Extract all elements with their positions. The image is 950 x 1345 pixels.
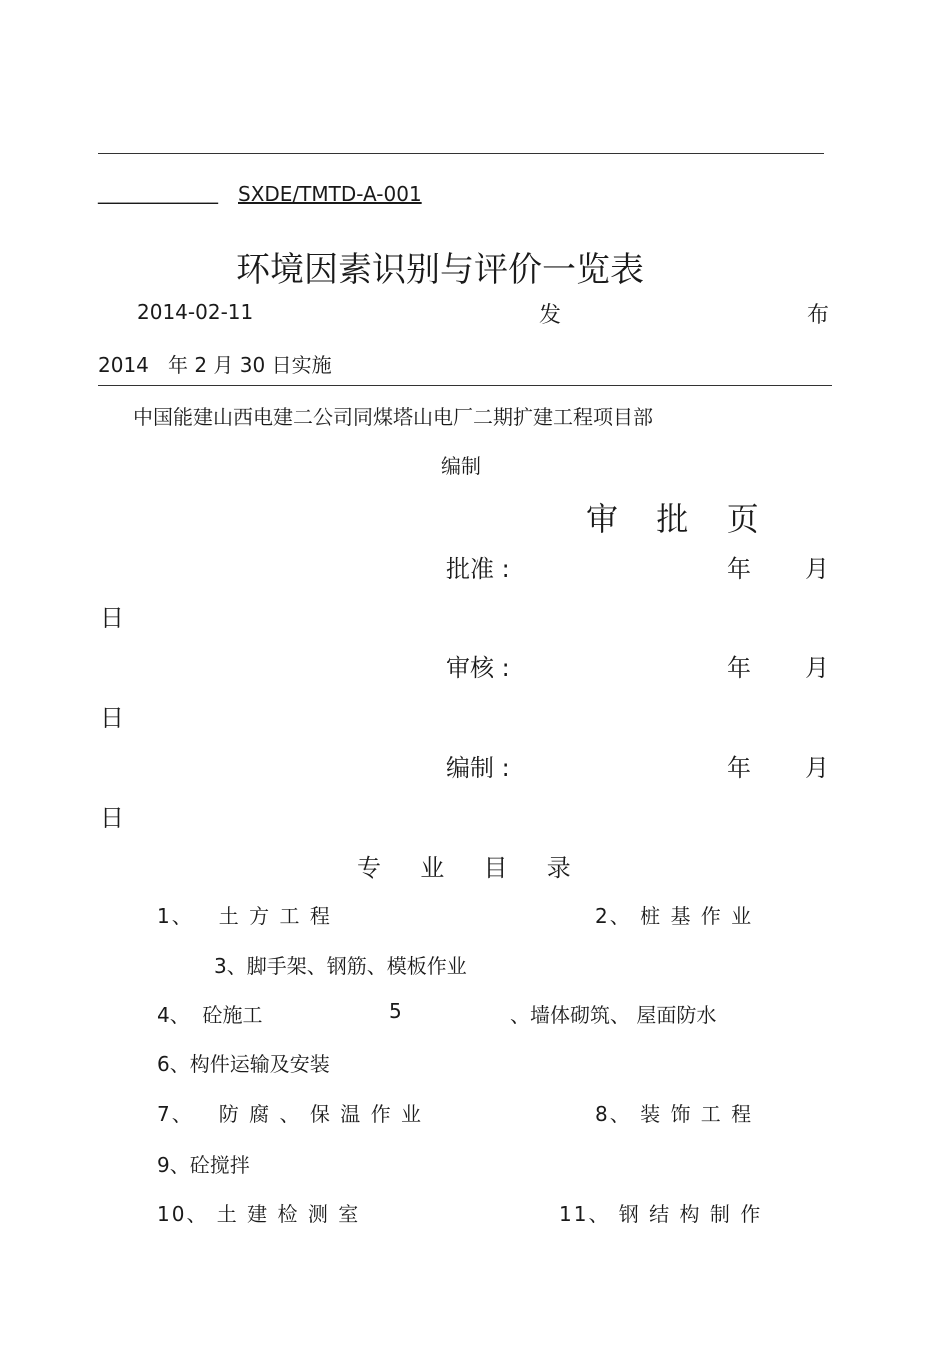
approval-day-1: 日 [100, 604, 124, 632]
publish-bu: 布 [807, 303, 830, 328]
approval-year-2: 年 [727, 654, 751, 682]
approval-year-3: 年 [727, 754, 751, 782]
catalog-item-6: 6、构件运输及安装 [157, 1052, 330, 1076]
company-name: 中国能建山西电建二公司同煤塔山电厂二期扩建工程项目部 [133, 405, 653, 429]
doc-title: 环境因素识别与评价一览表 [236, 250, 644, 290]
approval-year-1: 年 [727, 555, 751, 583]
implement-date: 2014 年 2 月 30 日实施 [98, 353, 332, 377]
catalog-item-10: 10、 土 建 检 测 室 [157, 1202, 361, 1226]
catalog-item-9: 9、砼搅拌 [157, 1153, 250, 1177]
catalog-item-4: 4、 砼施工 [157, 1003, 263, 1027]
catalog-item-8: 8、 装 饰 工 程 [595, 1102, 754, 1126]
doc-code: SXDE/TMTD-A-001 [238, 182, 422, 206]
catalog-item-7: 7、 防 腐 、 保 温 作 业 [157, 1102, 423, 1126]
catalog-item-1: 1、 土 方 工 程 [157, 904, 332, 928]
publish-fa: 发 [539, 303, 562, 328]
approval-month-3: 月 [805, 754, 829, 782]
top-rule [98, 153, 824, 154]
catalog-item-11: 11、 钢 结 构 制 作 [559, 1202, 763, 1226]
approval-day-3: 日 [100, 804, 124, 832]
approval-label-review: 审核 : [446, 654, 510, 682]
implement-rule [98, 385, 832, 386]
catalog-item-3: 3、脚手架、钢筋、模板作业 [214, 954, 467, 978]
approval-label-approve: 批准 : [446, 555, 510, 583]
approval-day-2: 日 [100, 704, 124, 732]
catalog-item-5-text: 、墙体砌筑、 屋面防水 [510, 1003, 717, 1027]
catalog-item-5-num: 5 [389, 999, 402, 1023]
catalog-title: 专 业 目 录 [357, 854, 579, 882]
approval-month-2: 月 [805, 654, 829, 682]
catalog-item-2: 2、 桩 基 作 业 [595, 904, 754, 928]
approval-month-1: 月 [805, 555, 829, 583]
approval-title: 审 批 页 [586, 500, 765, 538]
compiled-label: 编制 [441, 454, 481, 478]
publish-date: 2014-02-11 [137, 300, 254, 324]
doc-code-blank: ____________ [98, 180, 218, 204]
approval-label-compile: 编制 : [446, 754, 510, 782]
